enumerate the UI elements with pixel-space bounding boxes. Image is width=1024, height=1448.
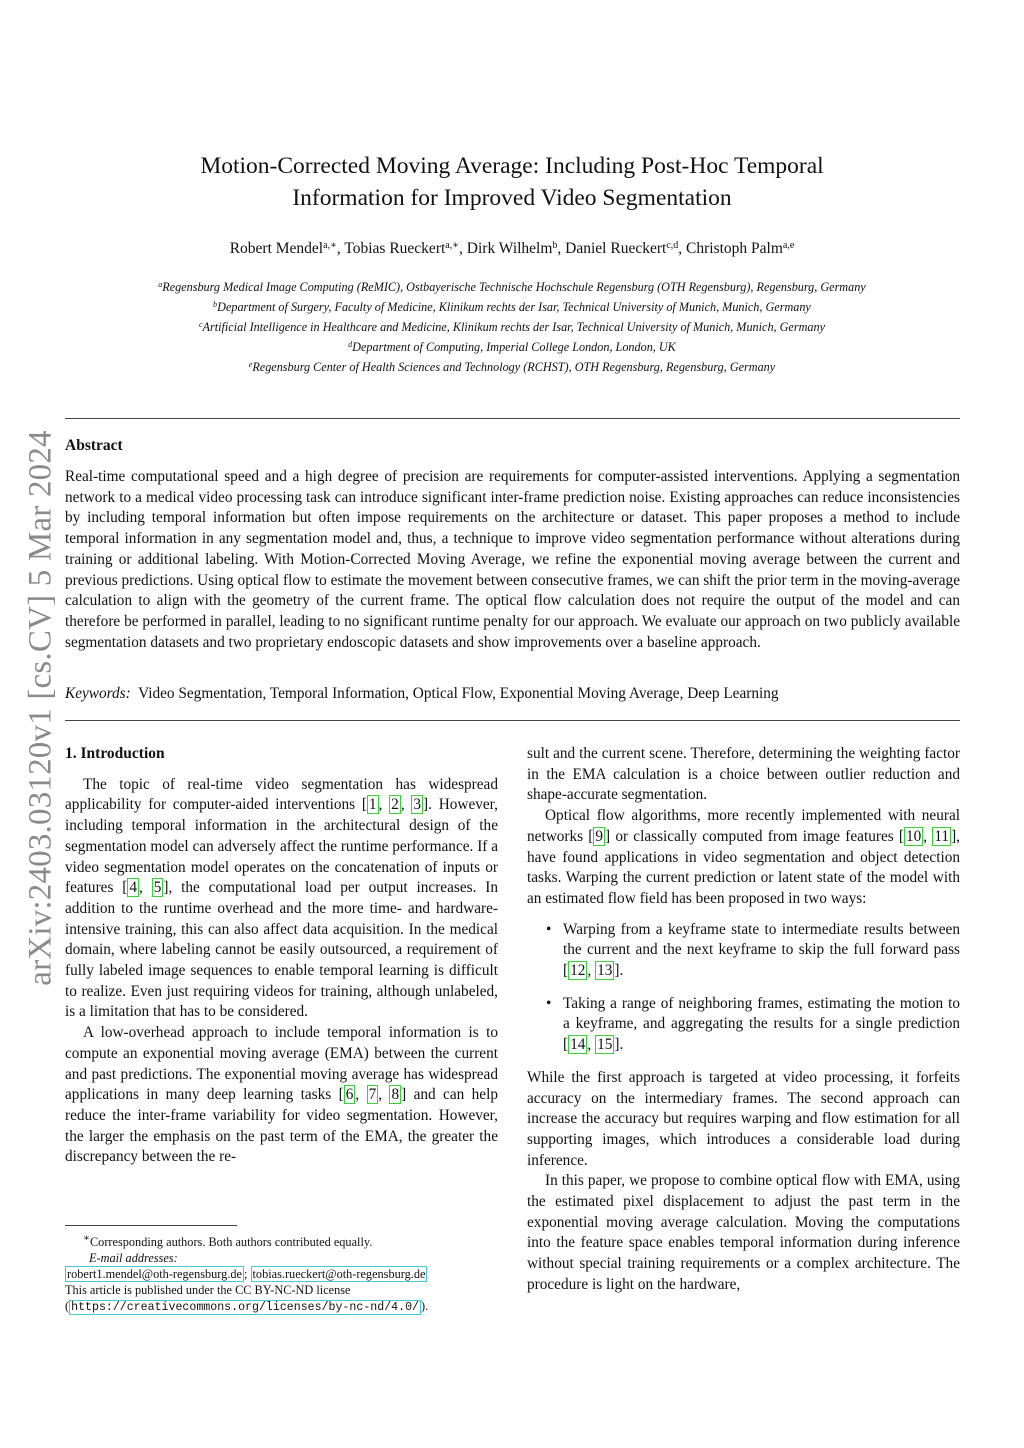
citation-link[interactable]: 14 (570, 1036, 586, 1054)
text-run: , (400, 796, 412, 814)
citation-link[interactable]: 1 (368, 796, 377, 814)
text-run: Taking a range of neighboring frames, estimating the motion to a keyframe, and aggregating the results for a single prediction [ (563, 994, 960, 1054)
intro-paragraph-5: While the first approach is targeted at video processing, it forfeits accuracy on the intermediary frames. The second approach can increase the accuracy but requires warping and flow estimation for all supporting images, which introduces a considerable load during inference. (527, 1068, 960, 1169)
list-item (563, 994, 960, 1056)
top-rule (65, 418, 960, 419)
text-run: ] or classically computed from image features [ (605, 827, 904, 845)
footnote-mark: ∗ (83, 1233, 90, 1244)
text-run: ( (65, 1299, 70, 1314)
intro-paragraph-4 (527, 806, 960, 910)
arxiv-identifier-stamp: arXiv:2403.03120v1 [cs.CV] 5 Mar 2024 (22, 430, 59, 986)
text-run: , (587, 1036, 596, 1054)
abstract-heading: Abstract (65, 437, 123, 454)
text-run: , (923, 827, 933, 845)
affiliation-list (0, 276, 1024, 376)
title-line-1: Motion-Corrected Moving Average: Including Post-Hoc Temporal (200, 153, 824, 179)
author-affil-mark: c,d (666, 240, 679, 251)
text-run: ], the computational load per output increases. In addition to the runtime overhead and the more time- and hardware-intensive training, this can also affect data acquisition. In the medical domain, where labeling cannot be easily outsourced, a requirement of fully labeled image sequences to enable temporal learning is difficult to realize. Even just requiring videos for training, although unlabeled, is a limitation that has to be considered. (65, 879, 498, 1021)
footnote-rule (65, 1225, 237, 1226)
citation-link[interactable]: 11 (934, 827, 950, 845)
author-name: Christoph Palm (686, 240, 783, 257)
author-list: Robert Mendel$^{a,∗}$, Tobias Rueckert$^{a,∗}$, Dirk Wilhelm$^b$, Daniel Rueckert$^{c,d}$, Christoph Palm$^{a,e}$ (229, 240, 795, 257)
affil-text: Department of Surgery, Faculty of Medicine, Klinikum rechts der Isar, Technical University of Munich, Munich, Germany (217, 300, 811, 314)
text-run: Optical flow algorithms, more recently implemented with neural networks [ (527, 807, 960, 845)
affiliation (0, 276, 1024, 296)
text-run: ). (420, 1299, 429, 1314)
right-column (527, 744, 960, 1296)
abstract-text: Real-time computational speed and a high degree of precision are requirements for computer-assisted interventions. Applying a segmentation network to a medical video processing task can introduce significant inter-frame prediction noise. Existing approaches can reduce inconsistencies by including temporal information but often impose requirements on the architecture or dataset. This paper proposes a method to include temporal information in any segmentation model and, thus, a technique to improve video segmentation performance without alterations during training or additional labeling. With Motion-Corrected Moving Average, we refine the exponential moving average between the current and previous predictions. Using optical flow to estimate the movement between consecutive frames, we can shift the prior term in the moving-average calculation to align with the geometry of the current frame. The optical flow calculation does not require the output of the model and can therefore be performed in parallel, leading to no significant runtime penalty for our approach. We evaluate our approach on two publicly available segmentation datasets and two proprietary endoscopic datasets and show improvements over a baseline approach. (65, 468, 960, 651)
text-run: ] and can help reduce the inter-frame variability for video segmentation. However, the larger the emphasis on the past term of the EMA, the greater the discrepancy between the re- (65, 1086, 498, 1166)
affiliation (0, 296, 1024, 316)
author-affil-mark: a,∗ (445, 240, 460, 251)
affil-mark: e (248, 360, 253, 369)
footnote (65, 1231, 498, 1316)
license-url-link[interactable]: https://creativecommons.org/licenses/by-nc-nd/4.0/ (71, 1301, 419, 1315)
intro-paragraph-2 (65, 1023, 498, 1168)
text-run: ; (244, 1267, 251, 1282)
text-run: Warping from a keyframe state to intermediate results between the current and the next keyframe to skip the full forward pass [ (563, 920, 960, 980)
text-run: , (139, 879, 152, 897)
author-affil-mark: b (552, 240, 558, 251)
footnote-text: Corresponding authors. Both authors contributed equally. (89, 1235, 373, 1250)
intro-paragraph-1 (65, 775, 498, 1023)
email-link[interactable]: robert1.mendel@oth-regensburg.de (67, 1267, 243, 1282)
citation-link[interactable]: 3 (413, 796, 422, 814)
affil-text: Regensburg Center of Health Sciences and Technology (RCHST), OTH Regensburg, Regensburg, Germany (252, 360, 776, 374)
section-heading-introduction: 1. Introduction (65, 745, 165, 762)
text-run: ]. (614, 962, 624, 980)
author-name: Daniel Rueckert (565, 240, 667, 257)
author-affil-mark: a,∗ (323, 240, 337, 251)
citation-link[interactable]: 9 (595, 827, 604, 845)
paper-title (0, 150, 1024, 214)
citation-link[interactable]: 7 (368, 1086, 377, 1104)
text-run: ], have found applications in video segmentation and object detection tasks. Warping the current prediction or latent state of the model with an estimated flow field has been proposed in two ways: (527, 827, 960, 907)
affiliation (0, 336, 1024, 356)
affil-text: Artificial Intelligence in Healthcare and Medicine, Klinikum rechts der Isar, Technical University of Munich, Munich, Germany (202, 320, 825, 334)
affil-mark: b (213, 300, 218, 309)
text-run: A low-overhead approach to include temporal information is to compute an exponential moving average (EMA) between the current and past predictions. The exponential moving average has widespread applications in many deep learning tasks [ (65, 1024, 498, 1104)
affiliation (0, 356, 1024, 376)
citation-link[interactable]: 13 (597, 962, 613, 980)
citation-link[interactable]: 4 (129, 879, 138, 897)
title-line-2: Information for Improved Video Segmentation (292, 185, 732, 211)
text-run: , (587, 962, 596, 980)
author-affil-mark: a,e (782, 240, 795, 251)
text-run: The topic of real-time video segmentation has widespread applicability for computer-aided interventions [ (65, 775, 498, 814)
text-run: ]. (614, 1036, 624, 1054)
footnote-corresponding (65, 1231, 498, 1250)
citation-link[interactable]: 10 (906, 827, 922, 845)
author-name: Robert Mendel (229, 240, 324, 257)
email-label: E-mail addresses: (89, 1251, 178, 1266)
citation-link[interactable]: 2 (391, 796, 399, 814)
text-run: ]. However, including temporal information in the architectural design of the segmentation model can adversely affect the runtime performance. If a video segmentation model operates on the concatenation of inputs or features [ (65, 796, 498, 897)
left-column (65, 744, 498, 1168)
intro-paragraph-6: In this paper, we propose to combine optical flow with EMA, using the estimated pixel displacement to adjust the past term in the exponential moving average calculation. Moving the computations into the feature space enables temporal information during inference without special training requirements or a complex architecture. The procedure is light on the hardware, (527, 1172, 960, 1293)
text-run: , (378, 796, 390, 814)
keywords (65, 685, 960, 703)
email-list (65, 1266, 498, 1282)
citation-link[interactable]: 8 (391, 1086, 400, 1104)
affil-text: Regensburg Medical Image Computing (ReMIC), Ostbayerische Technische Hochschule Regensburg (OTH Regensburg), Regensburg, Germany (162, 280, 866, 294)
affil-mark: d (348, 340, 353, 349)
author-name: Tobias Rueckert (344, 240, 446, 257)
intro-paragraph-3: sult and the current scene. Therefore, determining the weighting factor in the EMA calculation is a choice between outlier reduction and shape-accurate segmentation. (527, 745, 960, 804)
citation-link[interactable]: 12 (570, 962, 586, 980)
keywords-label: Keywords: (65, 685, 131, 702)
affiliation (0, 316, 1024, 336)
keywords-text: Video Segmentation, Temporal Information, Optical Flow, Exponential Moving Average, Deep Learning (138, 685, 779, 702)
approach-bullet-list (527, 920, 960, 1056)
affil-text: Department of Computing, Imperial College London, London, UK (352, 340, 676, 354)
text-run: , (355, 1086, 367, 1104)
citation-link[interactable]: 6 (345, 1086, 354, 1104)
email-link[interactable]: tobias.rueckert@oth-regensburg.de (252, 1267, 426, 1282)
list-item (563, 920, 960, 982)
author-name: Dirk Wilhelm (466, 240, 553, 257)
affil-mark: a (158, 280, 163, 289)
license-text: This article is published under the CC BY-NC-ND license (65, 1283, 351, 1298)
text-run: , (378, 1086, 390, 1104)
abstract-bottom-rule (65, 720, 960, 721)
affil-mark: c (198, 320, 203, 329)
citation-link[interactable]: 5 (153, 879, 162, 897)
citation-link[interactable]: 15 (597, 1036, 613, 1054)
